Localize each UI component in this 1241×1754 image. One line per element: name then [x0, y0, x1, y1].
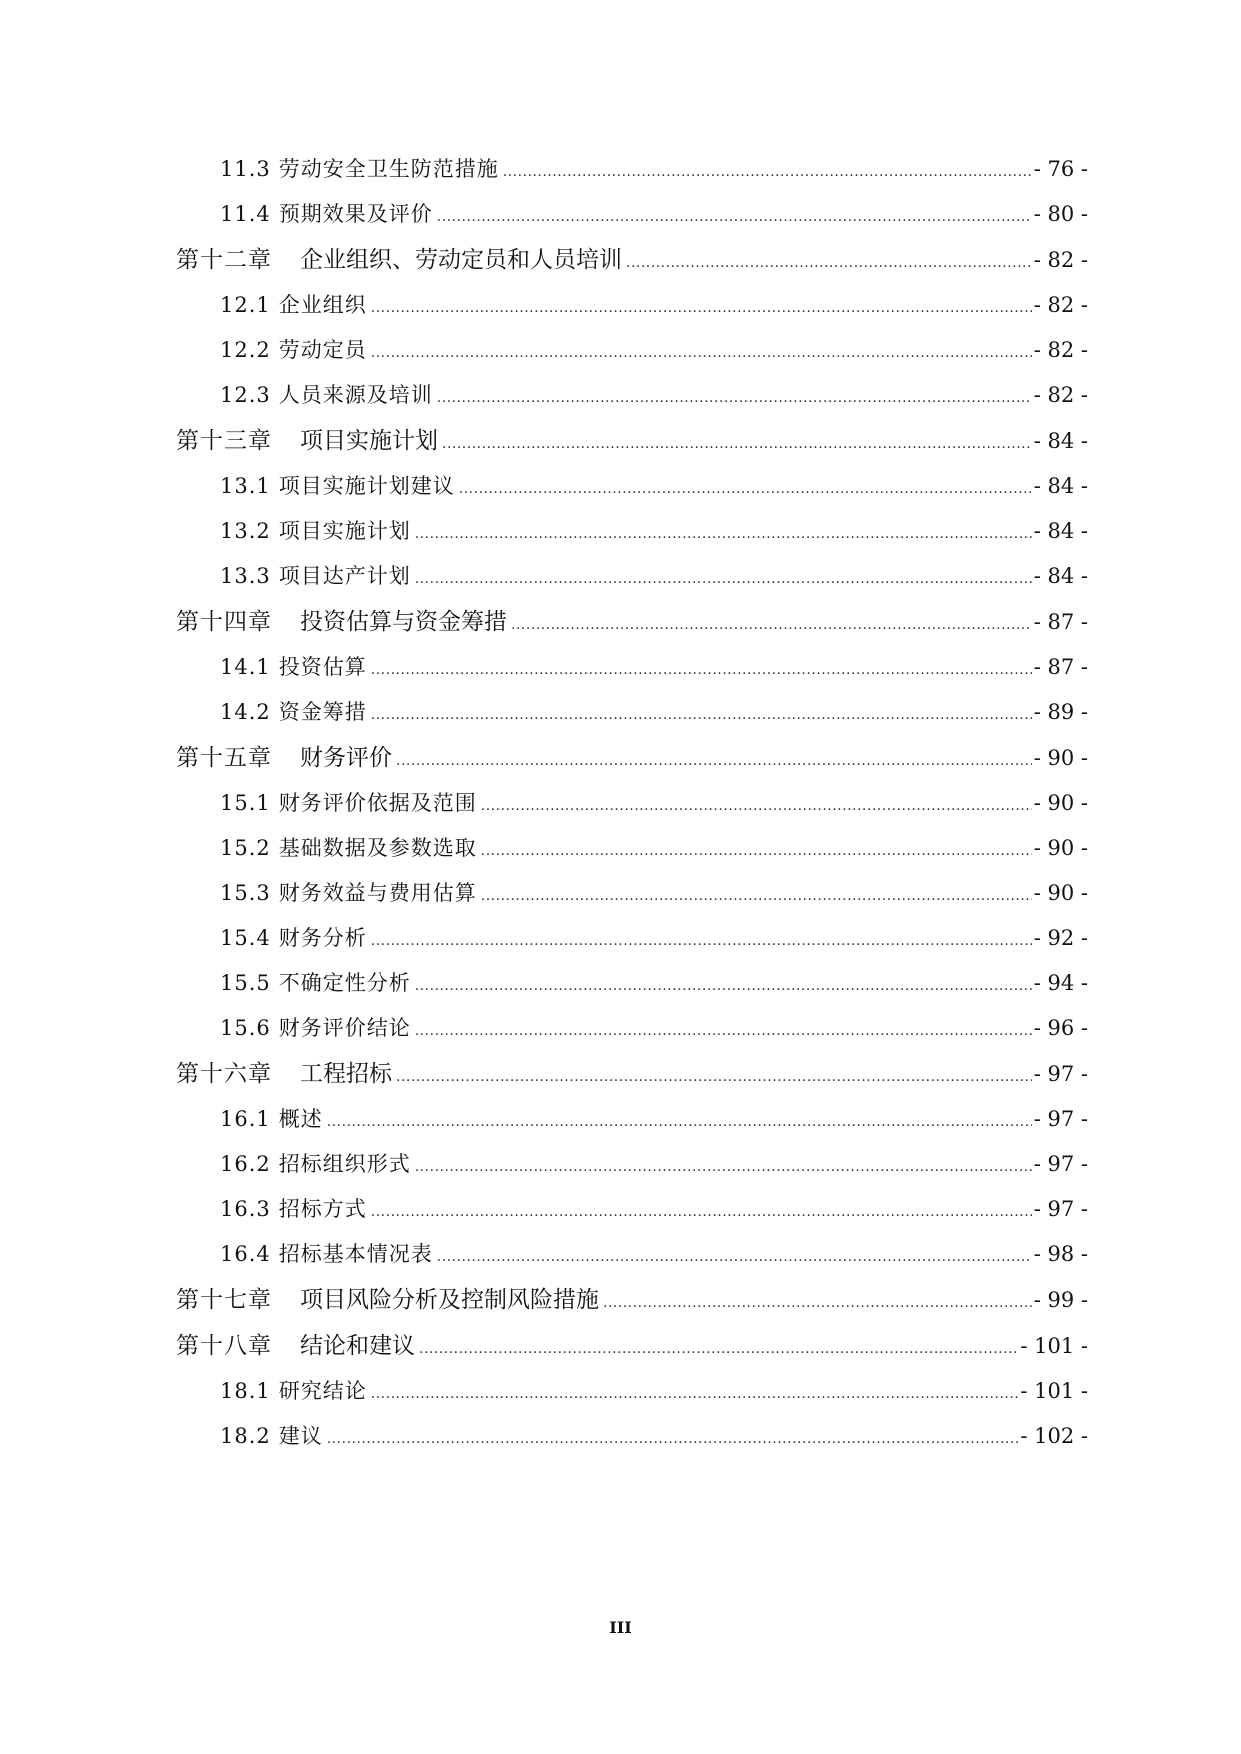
toc-entry-number: 15.4	[220, 926, 271, 950]
toc-dot-leader	[603, 1286, 1032, 1320]
toc-entry-number: 15.6	[220, 1016, 271, 1040]
toc-entry-title: 资金筹措	[278, 700, 367, 724]
toc-entry-page: - 96 -	[1033, 1016, 1088, 1040]
toc-entry-title: 企业组织、劳动定员和人员培训	[300, 247, 622, 273]
toc-entry-number: 13.2	[220, 519, 271, 543]
toc-entry-page: - 82 -	[1033, 338, 1088, 362]
toc-entry-number: 13.1	[220, 474, 271, 498]
toc-chapter-entry[interactable]	[176, 1057, 1088, 1091]
toc-entry-page: - 84 -	[1033, 564, 1088, 588]
toc-dot-leader	[371, 1378, 1019, 1410]
toc-dot-leader	[396, 744, 1032, 778]
toc-chapter-entry[interactable]	[176, 741, 1088, 775]
toc-entry-title: 财务效益与费用估算	[278, 881, 477, 905]
toc-entry-page: - 98 -	[1033, 1242, 1088, 1266]
toc-entry-page: - 94 -	[1033, 971, 1088, 995]
toc-entry-title: 项目达产计划	[278, 564, 411, 588]
toc-entry-number: 16.1	[220, 1107, 271, 1131]
toc-dot-leader	[419, 1332, 1018, 1366]
toc-entry-page: - 82 -	[1033, 248, 1088, 272]
toc-section-entry[interactable]	[176, 787, 1088, 819]
toc-chapter-entry[interactable]	[176, 605, 1088, 639]
toc-entry-number: 第十五章	[176, 745, 272, 771]
toc-entry-title: 不确定性分析	[278, 971, 411, 995]
toc-section-entry[interactable]	[176, 334, 1088, 366]
toc-section-entry[interactable]	[176, 289, 1088, 321]
toc-entry-number: 第十四章	[176, 609, 272, 635]
toc-section-entry[interactable]	[176, 1012, 1088, 1044]
toc-entry-title: 项目实施计划	[278, 519, 411, 543]
toc-entry-title: 基础数据及参数选取	[278, 836, 477, 860]
toc-entry-page: - 101 -	[1020, 1334, 1088, 1358]
toc-chapter-entry[interactable]	[176, 424, 1088, 458]
toc-entry-title: 企业组织	[278, 293, 367, 317]
toc-chapter-entry[interactable]	[176, 1283, 1088, 1317]
toc-entry-number: 12.1	[220, 293, 271, 317]
toc-entry-page: - 97 -	[1033, 1152, 1088, 1176]
toc-entry-page: - 97 -	[1033, 1197, 1088, 1221]
toc-entry-number: 18.1	[220, 1379, 271, 1403]
toc-entry-page: - 102 -	[1020, 1424, 1088, 1448]
toc-entry-number: 15.1	[220, 791, 271, 815]
toc-dot-leader	[503, 156, 1032, 188]
toc-entry-title: 投资估算与资金筹措	[300, 609, 507, 635]
toc-dot-leader	[327, 1106, 1032, 1138]
toc-section-entry[interactable]	[176, 1148, 1088, 1180]
toc-entry-title: 财务分析	[278, 926, 367, 950]
toc-section-entry[interactable]	[176, 1420, 1088, 1452]
toc-entry-page: - 87 -	[1033, 655, 1088, 679]
toc-dot-leader	[371, 925, 1032, 957]
toc-entry-title: 项目风险分析及控制风险措施	[300, 1287, 599, 1313]
toc-entry-title: 人员来源及培训	[278, 383, 433, 407]
toc-entry-title: 招标基本情况表	[278, 1242, 433, 1266]
toc-entry-title: 建议	[278, 1424, 323, 1448]
toc-entry-page: - 99 -	[1033, 1288, 1088, 1312]
toc-entry-title: 劳动定员	[278, 338, 367, 362]
toc-entry-page: - 84 -	[1033, 474, 1088, 498]
toc-entry-number: 16.3	[220, 1197, 271, 1221]
table-of-contents	[176, 153, 1088, 1465]
toc-entry-number: 13.3	[220, 564, 271, 588]
toc-dot-leader	[371, 699, 1032, 731]
toc-entry-title: 劳动安全卫生防范措施	[278, 157, 499, 181]
toc-entry-title: 项目实施计划	[300, 428, 438, 454]
toc-entry-title: 财务评价依据及范围	[278, 791, 477, 815]
toc-entry-number: 第十六章	[176, 1061, 272, 1087]
toc-dot-leader	[371, 654, 1032, 686]
toc-entry-title: 概述	[278, 1107, 323, 1131]
toc-section-entry[interactable]	[176, 560, 1088, 592]
toc-entry-title: 招标方式	[278, 1197, 367, 1221]
toc-entry-title: 工程招标	[300, 1061, 392, 1087]
toc-entry-title: 招标组织形式	[278, 1152, 411, 1176]
toc-dot-leader	[437, 1241, 1032, 1273]
toc-chapter-entry[interactable]	[176, 1329, 1088, 1363]
toc-dot-leader	[437, 201, 1032, 233]
toc-dot-leader	[415, 970, 1032, 1002]
toc-section-entry[interactable]	[176, 651, 1088, 683]
toc-section-entry[interactable]	[176, 696, 1088, 728]
toc-entry-title: 财务评价	[300, 745, 392, 771]
toc-entry-number: 16.4	[220, 1242, 271, 1266]
toc-entry-page: - 90 -	[1033, 791, 1088, 815]
toc-entry-number: 第十三章	[176, 428, 272, 454]
toc-entry-page: - 90 -	[1033, 836, 1088, 860]
toc-entry-page: - 84 -	[1033, 429, 1088, 453]
toc-section-entry[interactable]	[176, 967, 1088, 999]
toc-entry-title: 结论和建议	[300, 1333, 415, 1359]
toc-section-entry[interactable]	[176, 877, 1088, 909]
toc-entry-number: 18.2	[220, 1424, 271, 1448]
toc-entry-title: 投资估算	[278, 655, 367, 679]
toc-chapter-entry[interactable]	[176, 243, 1088, 277]
toc-dot-leader	[626, 246, 1032, 280]
toc-entry-number: 第十八章	[176, 1333, 272, 1359]
page-number: III	[609, 1618, 632, 1637]
toc-entry-title: 项目实施计划建议	[278, 474, 455, 498]
toc-dot-leader	[481, 790, 1032, 822]
toc-entry-page: - 101 -	[1020, 1379, 1088, 1403]
toc-section-entry[interactable]	[176, 470, 1088, 502]
toc-section-entry[interactable]	[176, 832, 1088, 864]
toc-section-entry[interactable]	[176, 515, 1088, 547]
toc-entry-number: 14.1	[220, 655, 271, 679]
toc-entry-page: - 97 -	[1033, 1107, 1088, 1131]
toc-dot-leader	[437, 382, 1032, 414]
toc-entry-title: 财务评价结论	[278, 1016, 411, 1040]
toc-entry-number: 11.4	[220, 202, 271, 226]
toc-entry-number: 14.2	[220, 700, 271, 724]
toc-section-entry[interactable]	[176, 198, 1088, 230]
toc-entry-number: 第十二章	[176, 247, 272, 273]
toc-entry-page: - 82 -	[1033, 293, 1088, 317]
toc-dot-leader	[481, 835, 1032, 867]
toc-section-entry[interactable]	[176, 1193, 1088, 1225]
toc-entry-number: 第十七章	[176, 1287, 272, 1313]
toc-dot-leader	[415, 563, 1032, 595]
toc-section-entry[interactable]	[176, 1103, 1088, 1135]
toc-dot-leader	[511, 608, 1032, 642]
toc-section-entry[interactable]	[176, 153, 1088, 185]
toc-section-entry[interactable]	[176, 1238, 1088, 1270]
toc-entry-title: 研究结论	[278, 1379, 367, 1403]
toc-dot-leader	[415, 518, 1032, 550]
toc-dot-leader	[371, 292, 1032, 324]
toc-dot-leader	[415, 1015, 1032, 1047]
toc-entry-page: - 89 -	[1033, 700, 1088, 724]
toc-entry-number: 12.3	[220, 383, 271, 407]
toc-dot-leader	[327, 1423, 1019, 1455]
toc-dot-leader	[396, 1060, 1032, 1094]
toc-dot-leader	[481, 880, 1032, 912]
toc-entry-number: 16.2	[220, 1152, 271, 1176]
toc-entry-page: - 76 -	[1033, 157, 1088, 181]
toc-dot-leader	[442, 427, 1032, 461]
toc-entry-page: - 80 -	[1033, 202, 1088, 226]
toc-entry-title: 预期效果及评价	[278, 202, 433, 226]
toc-dot-leader	[415, 1151, 1032, 1183]
toc-entry-page: - 90 -	[1033, 881, 1088, 905]
toc-entry-page: - 90 -	[1033, 746, 1088, 770]
toc-entry-page: - 87 -	[1033, 610, 1088, 634]
toc-dot-leader	[459, 473, 1032, 505]
toc-entry-page: - 84 -	[1033, 519, 1088, 543]
toc-dot-leader	[371, 1196, 1032, 1228]
toc-dot-leader	[371, 337, 1032, 369]
toc-section-entry[interactable]	[176, 379, 1088, 411]
toc-entry-number: 15.3	[220, 881, 271, 905]
toc-entry-number: 15.2	[220, 836, 271, 860]
toc-entry-page: - 97 -	[1033, 1062, 1088, 1086]
toc-entry-number: 12.2	[220, 338, 271, 362]
toc-section-entry[interactable]	[176, 1375, 1088, 1407]
toc-entry-number: 11.3	[220, 157, 271, 181]
toc-entry-page: - 92 -	[1033, 926, 1088, 950]
toc-entry-page: - 82 -	[1033, 383, 1088, 407]
toc-entry-number: 15.5	[220, 971, 271, 995]
toc-section-entry[interactable]	[176, 922, 1088, 954]
